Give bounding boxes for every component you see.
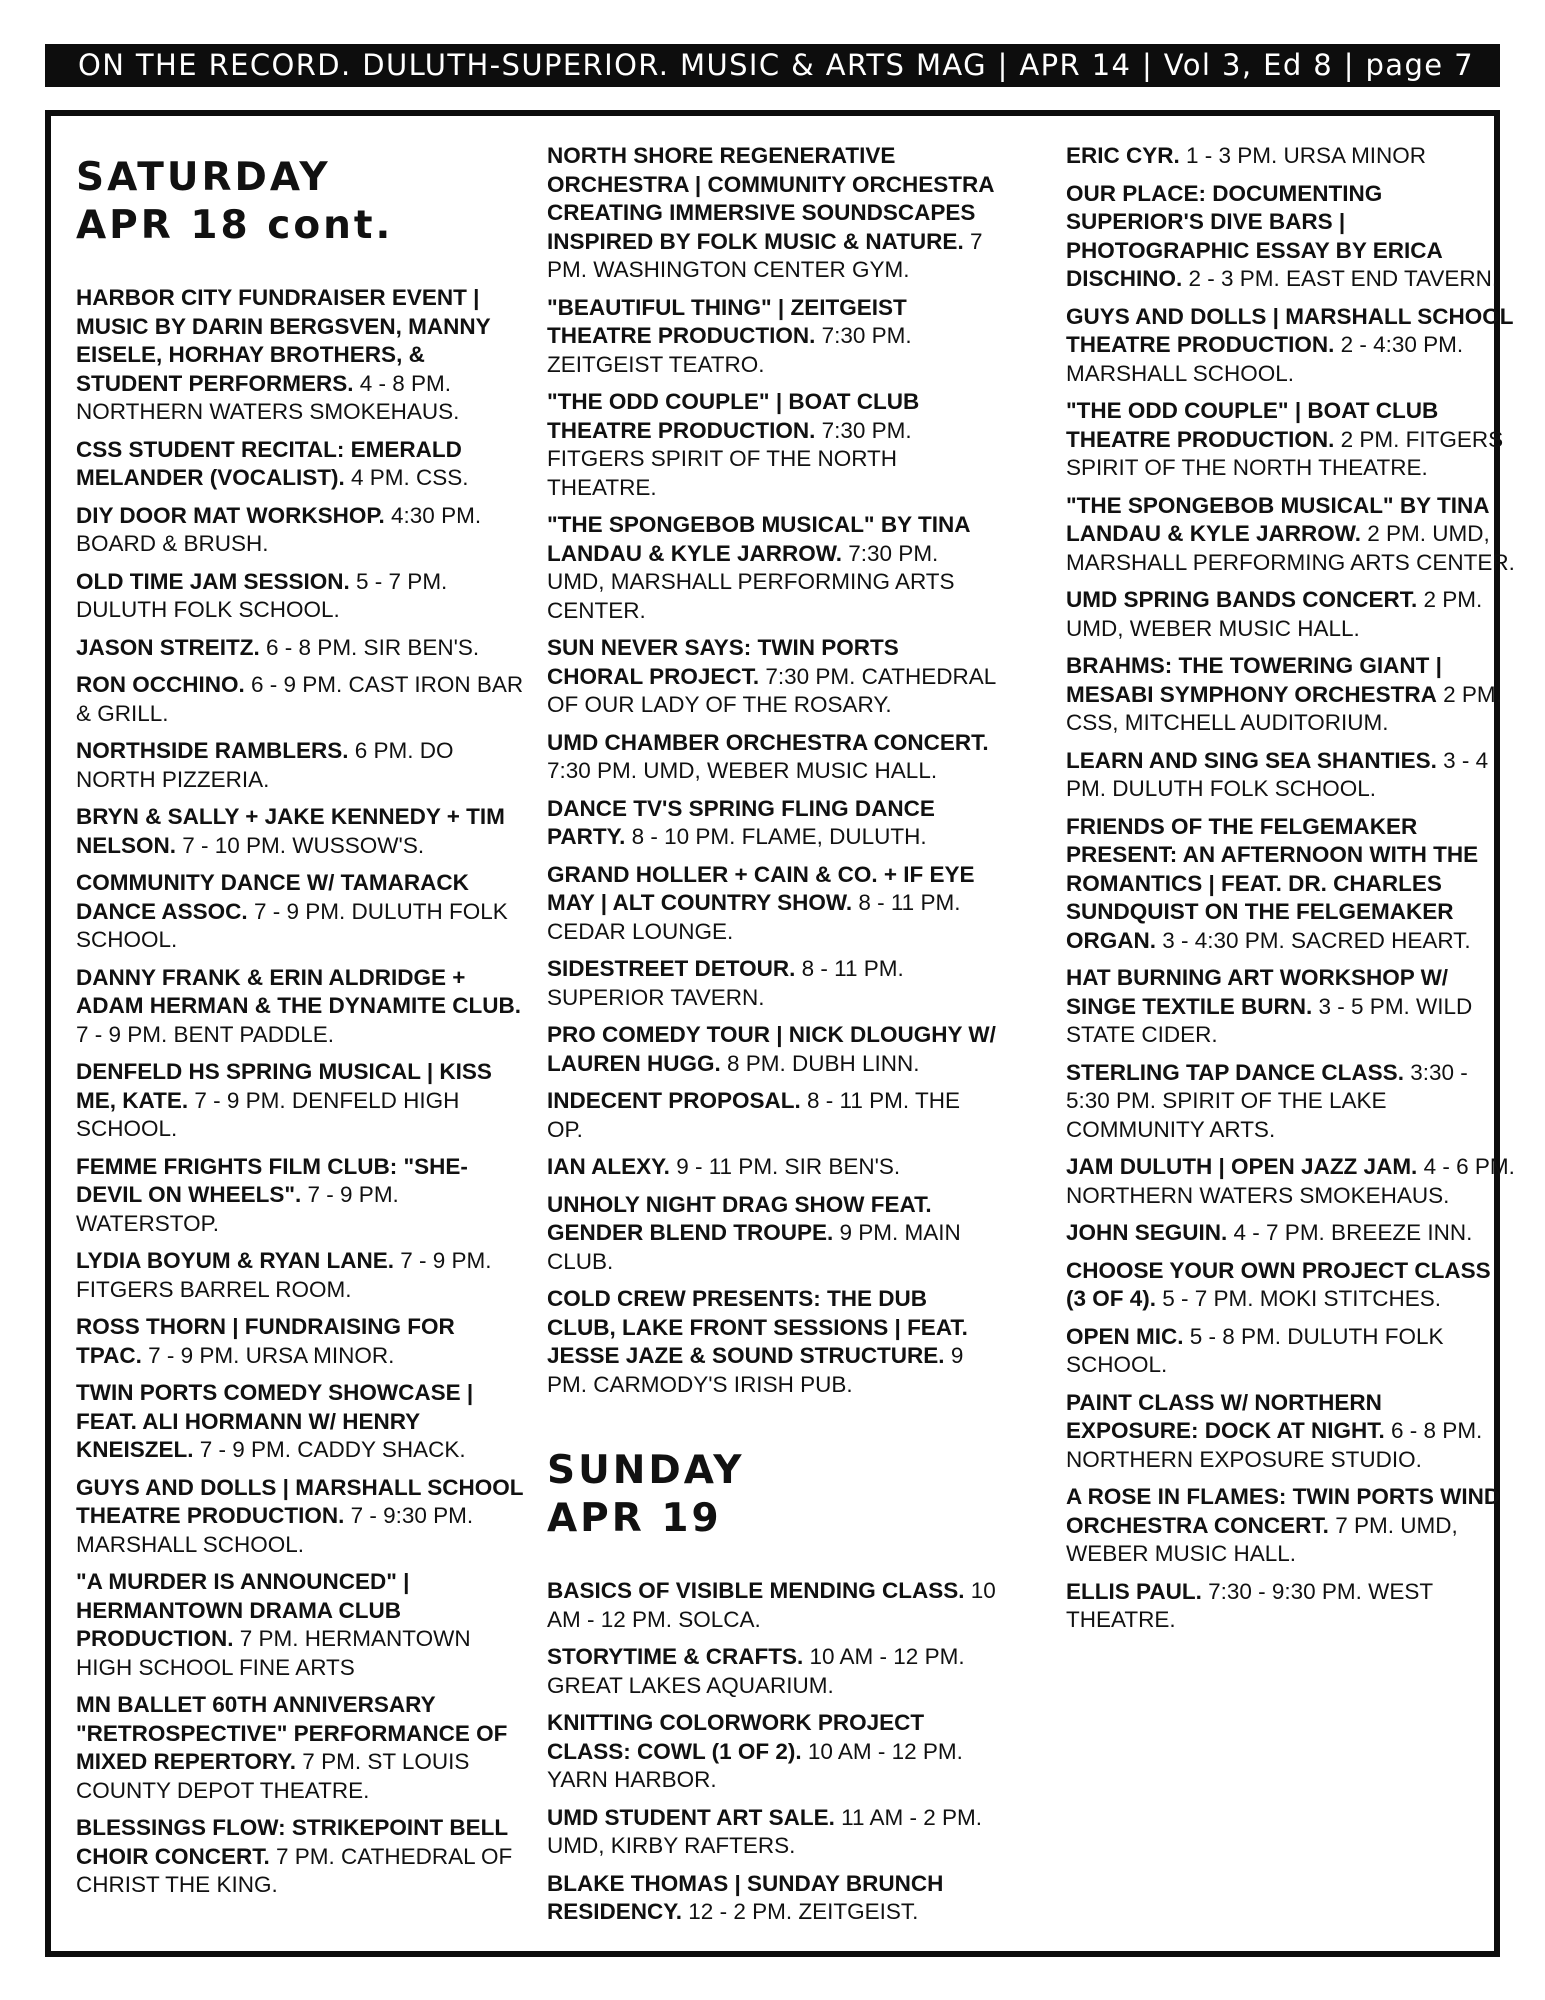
event-title: SUN NEVER SAYS: TWIN PORTS CHORAL PROJECT. xyxy=(547,635,899,689)
event-listing xyxy=(1066,1257,1516,1314)
event-text xyxy=(1066,492,1516,578)
event-text xyxy=(1066,813,1516,956)
event-title: LYDIA BOYUM & RYAN LANE. xyxy=(76,1248,394,1273)
event-text xyxy=(1066,303,1516,389)
event-text xyxy=(1066,1059,1516,1145)
event-listing xyxy=(76,1247,526,1304)
event-title: FEMME FRIGHTS FILM CLUB: "SHE-DEVIL ON WHEELS". xyxy=(76,1153,468,1207)
event-listing xyxy=(547,1577,997,1634)
page-header-bar xyxy=(45,44,1500,87)
event-listing xyxy=(547,955,997,1012)
event-text xyxy=(547,142,997,285)
event-details: 2 PM. UMD, WEBER MUSIC HALL. xyxy=(1066,587,1483,641)
event-title: LEARN AND SING SEA SHANTIES. xyxy=(1066,747,1437,773)
event-details: 6 PM. DO NORTH PIZZERIA. xyxy=(76,738,454,792)
event-listing xyxy=(547,1021,997,1078)
header-text: ON THE RECORD. DULUTH-SUPERIOR. MUSIC & ARTS MAG | APR 14 | Vol 3, Ed 8 | page 7 xyxy=(77,48,1474,82)
event-details: 3 - 4 PM. DULUTH FOLK SCHOOL. xyxy=(1066,747,1489,801)
event-listing xyxy=(547,1191,997,1277)
event-details: 9 - 11 PM. SIR BEN'S. xyxy=(669,1154,901,1179)
event-text xyxy=(76,436,526,493)
event-details: 8 PM. DUBH LINN. xyxy=(720,1050,920,1076)
event-text xyxy=(1066,1257,1516,1314)
event-text xyxy=(1066,180,1516,294)
event-text xyxy=(547,1153,997,1182)
event-text xyxy=(76,1474,526,1560)
event-details: 7:30 PM. CATHEDRAL OF OUR LADY OF THE ROSARY. xyxy=(547,663,996,717)
event-details: 8 - 10 PM. FLAME, DULUTH. xyxy=(625,824,927,849)
day-heading-sunday xyxy=(547,1447,997,1543)
event-text xyxy=(1066,586,1516,643)
event-listing xyxy=(76,568,526,625)
event-listing xyxy=(1066,142,1516,171)
event-list xyxy=(76,284,526,1900)
event-title: PAINT CLASS W/ NORTHERN EXPOSURE: DOCK AT NIGHT. xyxy=(1066,1389,1385,1443)
day-heading-line: SATURDAY xyxy=(76,155,331,200)
event-title: FRIENDS OF THE FELGEMAKER PRESENT: AN AFTERNOON WITH THE ROMANTICS | FEAT. DR. CHARLES SUNDQUIST ON THE FELGEMAKER ORGAN. xyxy=(1066,813,1479,953)
event-title: STERLING TAP DANCE CLASS. xyxy=(1066,1059,1404,1085)
event-details: 7 - 9 PM. URSA MINOR. xyxy=(141,1342,395,1368)
day-heading-line: APR 19 xyxy=(547,1496,722,1541)
event-details: 7 PM. WASHINGTON CENTER GYM. xyxy=(547,228,983,282)
event-text xyxy=(76,1814,526,1900)
event-text xyxy=(76,671,526,728)
event-details: 8 - 11 PM. THE OP. xyxy=(547,1088,960,1142)
event-listing xyxy=(547,388,997,502)
event-title: BLAKE THOMAS | SUNDAY BRUNCH RESIDENCY. xyxy=(547,1870,944,1924)
event-listing xyxy=(1066,1153,1516,1210)
event-text xyxy=(547,1191,997,1277)
event-details: 3 - 4:30 PM. SACRED HEART. xyxy=(1156,927,1471,953)
event-text xyxy=(76,284,526,427)
event-listing xyxy=(76,502,526,559)
event-details: 7 - 9 PM. FITGERS BARREL ROOM. xyxy=(76,1248,492,1302)
event-text xyxy=(547,634,997,720)
column-3 xyxy=(1066,142,1516,1644)
event-listing xyxy=(1066,1483,1516,1569)
event-listing xyxy=(547,634,997,720)
event-title: SIDESTREET DETOUR. xyxy=(547,956,796,981)
event-title: UMD CHAMBER ORCHESTRA CONCERT. xyxy=(547,729,989,755)
event-details: 7 PM. UMD, WEBER MUSIC HALL. xyxy=(1066,1512,1458,1566)
event-title: BRYN & SALLY + JAKE KENNEDY + TIM NELSON. xyxy=(76,804,505,858)
event-listing xyxy=(76,634,526,663)
event-list xyxy=(1066,142,1516,1635)
event-title: HAT BURNING ART WORKSHOP W/ SINGE TEXTILE BURN. xyxy=(1066,965,1449,1019)
event-title: BLESSINGS FLOW: STRIKEPOINT BELL CHOIR CONCERT. xyxy=(76,1815,508,1869)
event-title: "THE ODD COUPLE" | BOAT CLUB THEATRE PRODUCTION. xyxy=(1066,398,1439,452)
event-details: 3:30 - 5:30 PM. SPIRIT OF THE LAKE COMMUNITY ARTS. xyxy=(1066,1059,1468,1142)
event-listing xyxy=(547,1870,997,1927)
event-details: 8 - 11 PM. CEDAR LOUNGE. xyxy=(547,890,961,944)
event-listing xyxy=(1066,1389,1516,1475)
event-listing xyxy=(547,1285,997,1399)
event-text xyxy=(547,1087,997,1144)
event-details: 4 - 8 PM. NORTHERN WATERS SMOKEHAUS. xyxy=(76,370,460,424)
event-details: 7 PM. ST LOUIS COUNTY DEPOT THEATRE. xyxy=(76,1749,470,1803)
event-title: OPEN MIC. xyxy=(1066,1323,1184,1349)
event-text xyxy=(76,1153,526,1239)
event-title: ROSS THORN | FUNDRAISING FOR TPAC. xyxy=(76,1314,455,1368)
event-title: UMD SPRING BANDS CONCERT. xyxy=(1066,587,1418,612)
event-title: DANNY FRANK & ERIN ALDRIDGE + ADAM HERMAN & THE DYNAMITE CLUB. xyxy=(76,964,521,1018)
event-details: 7 - 10 PM. WUSSOW'S. xyxy=(176,832,425,858)
event-listing xyxy=(547,1153,997,1182)
event-details: 7 PM. HERMANTOWN HIGH SCHOOL FINE ARTS xyxy=(76,1626,471,1680)
event-text xyxy=(1066,1153,1516,1210)
event-details: 7 - 9:30 PM. MARSHALL SCHOOL. xyxy=(76,1503,474,1557)
event-title: "A MURDER IS ANNOUNCED" | HERMANTOWN DRAMA CLUB PRODUCTION. xyxy=(76,1569,410,1651)
event-title: CHOOSE YOUR OWN PROJECT CLASS (3 OF 4). xyxy=(1066,1257,1491,1311)
event-title: JOHN SEGUIN. xyxy=(1066,1220,1228,1245)
event-listing xyxy=(76,737,526,794)
event-details: 7:30 PM. UMD, MARSHALL PERFORMING ARTS CENTER. xyxy=(547,540,955,623)
event-text xyxy=(76,1691,526,1805)
day-heading-line: SUNDAY xyxy=(547,1448,745,1493)
event-title: KNITTING COLORWORK PROJECT CLASS: COWL (1 OF 2). xyxy=(547,1710,925,1764)
event-text xyxy=(76,1568,526,1682)
event-details: 2 PM. FITGERS SPIRIT OF THE NORTH THEATRE. xyxy=(1066,426,1504,480)
event-listing xyxy=(76,1379,526,1465)
event-title: OLD TIME JAM SESSION. xyxy=(76,568,350,594)
event-listing xyxy=(1066,1323,1516,1380)
event-text xyxy=(547,294,997,380)
event-title: OUR PLACE: DOCUMENTING SUPERIOR'S DIVE BARS | PHOTOGRAPHIC ESSAY BY ERICA DISCHINO. xyxy=(1066,180,1442,291)
event-title: IAN ALEXY. xyxy=(547,1154,670,1179)
event-listing xyxy=(1066,586,1516,643)
event-listing xyxy=(76,1474,526,1560)
event-title: ERIC CYR. xyxy=(1066,143,1180,168)
event-listing xyxy=(76,1814,526,1900)
event-title: ELLIS PAUL. xyxy=(1066,1578,1202,1604)
event-listing xyxy=(547,795,997,852)
event-details: 2 PM. UMD, MARSHALL PERFORMING ARTS CENTER. xyxy=(1066,521,1515,575)
event-listing xyxy=(1066,1578,1516,1635)
event-listing xyxy=(76,803,526,860)
event-text xyxy=(1066,1323,1516,1380)
event-details: 8 - 11 PM. SUPERIOR TAVERN. xyxy=(547,956,904,1010)
event-listing xyxy=(547,1804,997,1861)
event-title: DIY DOOR MAT WORKSHOP. xyxy=(76,502,385,528)
event-title: RON OCCHINO. xyxy=(76,672,245,697)
event-title: GRAND HOLLER + CAIN & CO. + IF EYE MAY | ALT COUNTRY SHOW. xyxy=(547,861,975,915)
event-details: 9 PM. CARMODY'S IRISH PUB. xyxy=(547,1343,964,1397)
event-text xyxy=(547,1804,997,1861)
event-details: 2 PM. CSS, MITCHELL AUDITORIUM. xyxy=(1066,681,1502,735)
event-details: 6 - 8 PM. NORTHERN EXPOSURE STUDIO. xyxy=(1066,1418,1483,1472)
event-details: 7 - 9 PM. DENFELD HIGH SCHOOL. xyxy=(76,1087,460,1141)
event-listing xyxy=(76,1568,526,1682)
event-title: "THE SPONGEBOB MUSICAL" BY TINA LANDAU & KYLE JARROW. xyxy=(547,512,970,566)
event-details: 11 AM - 2 PM. UMD, KIRBY RAFTERS. xyxy=(547,1804,983,1858)
event-text xyxy=(76,1379,526,1465)
event-listing xyxy=(1066,747,1516,804)
event-text xyxy=(1066,1219,1516,1248)
event-listing xyxy=(547,861,997,947)
event-details: 7 - 9 PM. DULUTH FOLK SCHOOL. xyxy=(76,898,508,952)
event-details: 9 PM. MAIN CLUB. xyxy=(547,1220,961,1274)
event-title: DANCE TV'S SPRING FLING DANCE PARTY. xyxy=(547,795,935,849)
event-details: 10 AM - 12 PM. YARN HARBOR. xyxy=(547,1738,963,1792)
event-text xyxy=(76,737,526,794)
event-details: 4 - 6 PM. NORTHERN WATERS SMOKEHAUS. xyxy=(1066,1154,1515,1208)
event-title: GUYS AND DOLLS | MARSHALL SCHOOL THEATRE PRODUCTION. xyxy=(1066,303,1514,357)
event-title: A ROSE IN FLAMES: TWIN PORTS WIND ORCHESTRA CONCERT. xyxy=(1066,1484,1501,1538)
event-title: CSS STUDENT RECITAL: EMERALD MELANDER (VOCALIST). xyxy=(76,436,462,490)
event-text xyxy=(547,795,997,852)
event-title: INDECENT PROPOSAL. xyxy=(547,1088,801,1113)
event-title: "THE ODD COUPLE" | BOAT CLUB THEATRE PRODUCTION. xyxy=(547,389,920,443)
event-title: UNHOLY NIGHT DRAG SHOW FEAT. GENDER BLEND TROUPE. xyxy=(547,1191,932,1245)
event-text xyxy=(1066,1578,1516,1635)
event-details: 5 - 7 PM. DULUTH FOLK SCHOOL. xyxy=(76,568,448,622)
event-title: MN BALLET 60TH ANNIVERSARY "RETROSPECTIVE" PERFORMANCE OF MIXED REPERTORY. xyxy=(76,1692,508,1774)
event-details: 2 - 4:30 PM. MARSHALL SCHOOL. xyxy=(1066,332,1464,386)
event-text xyxy=(76,964,526,1050)
event-details: 10 AM - 12 PM. GREAT LAKES AQUARIUM. xyxy=(547,1644,965,1698)
event-text xyxy=(1066,964,1516,1050)
event-listing xyxy=(547,511,997,625)
day-heading-saturday xyxy=(76,154,526,250)
event-listing xyxy=(547,142,997,285)
event-details: 7 - 9 PM. CADDY SHACK. xyxy=(193,1437,466,1462)
event-details: 4 - 7 PM. BREEZE INN. xyxy=(1227,1220,1473,1245)
event-title: PRO COMEDY TOUR | NICK DLOUGHY W/ LAUREN HUGG. xyxy=(547,1022,996,1076)
event-details: 4 PM. CSS. xyxy=(344,465,469,490)
event-details: 7 - 9 PM. BENT PADDLE. xyxy=(76,1021,334,1047)
event-details: 7:30 PM. FITGERS SPIRIT OF THE NORTH THEATRE. xyxy=(547,417,912,500)
event-listing xyxy=(1066,652,1516,738)
event-text xyxy=(547,955,997,1012)
event-text xyxy=(1066,142,1516,171)
event-text xyxy=(76,568,526,625)
event-text xyxy=(1066,397,1516,483)
event-title: COLD CREW PRESENTS: THE DUB CLUB, LAKE FRONT SESSIONS | FEAT. JESSE JAZE & SOUND STRUCTURE. xyxy=(547,1286,968,1368)
event-text xyxy=(1066,652,1516,738)
event-details: 7:30 - 9:30 PM. WEST THEATRE. xyxy=(1066,1578,1433,1632)
event-title: UMD STUDENT ART SALE. xyxy=(547,1804,835,1830)
event-text xyxy=(547,1870,997,1927)
event-listing xyxy=(76,964,526,1050)
event-details: 7:30 PM. ZEITGEIST TEATRO. xyxy=(547,323,912,377)
event-details: 4:30 PM. BOARD & BRUSH. xyxy=(76,502,482,556)
event-title: JASON STREITZ. xyxy=(76,634,260,660)
event-text xyxy=(547,1643,997,1700)
event-listing xyxy=(76,869,526,955)
event-text xyxy=(547,729,997,786)
event-title: "THE SPONGEBOB MUSICAL" BY TINA LANDAU & KYLE JARROW. xyxy=(1066,492,1489,546)
event-details: 7:30 PM. UMD, WEBER MUSIC HALL. xyxy=(547,758,938,783)
event-details: 6 - 8 PM. SIR BEN'S. xyxy=(259,634,480,660)
event-text xyxy=(76,1247,526,1304)
event-listing xyxy=(76,284,526,427)
event-listing xyxy=(547,1087,997,1144)
event-listing xyxy=(547,729,997,786)
event-title: JAM DULUTH | OPEN JAZZ JAM. xyxy=(1066,1154,1418,1179)
event-listing xyxy=(1066,397,1516,483)
event-details: 5 - 7 PM. MOKI STITCHES. xyxy=(1156,1286,1442,1311)
event-text xyxy=(547,1709,997,1795)
event-title: STORYTIME & CRAFTS. xyxy=(547,1644,804,1669)
event-listing xyxy=(1066,180,1516,294)
event-text xyxy=(1066,1483,1516,1569)
event-listing xyxy=(1066,303,1516,389)
event-listing xyxy=(1066,1219,1516,1248)
event-listing xyxy=(1066,813,1516,956)
event-listing xyxy=(547,1709,997,1795)
event-list xyxy=(547,142,997,1399)
event-text xyxy=(547,1577,997,1634)
event-listing xyxy=(76,1153,526,1239)
event-text xyxy=(547,861,997,947)
event-text xyxy=(547,511,997,625)
event-text xyxy=(1066,1389,1516,1475)
event-text xyxy=(547,388,997,502)
event-text xyxy=(76,803,526,860)
event-text xyxy=(76,502,526,559)
event-title: DENFELD HS SPRING MUSICAL | KISS ME, KATE. xyxy=(76,1059,492,1113)
event-listing xyxy=(76,1313,526,1370)
event-details: 7 - 9 PM. WATERSTOP. xyxy=(76,1182,399,1236)
event-listing xyxy=(1066,964,1516,1050)
event-details: 5 - 8 PM. DULUTH FOLK SCHOOL. xyxy=(1066,1323,1444,1377)
event-list xyxy=(547,1577,997,1927)
event-text xyxy=(1066,747,1516,804)
event-text xyxy=(547,1285,997,1399)
event-text xyxy=(547,1021,997,1078)
event-details: 6 - 9 PM. CAST IRON BAR & GRILL. xyxy=(76,672,524,726)
event-listing xyxy=(1066,492,1516,578)
event-title: NORTHSIDE RAMBLERS. xyxy=(76,738,349,763)
event-title: HARBOR CITY FUNDRAISER EVENT | MUSIC BY DARIN BERGSVEN, MANNY EISELE, HORHAY BROTHERS, & STUDENT PERFORMERS. xyxy=(76,285,491,396)
event-title: "BEAUTIFUL THING" | ZEITGEIST THEATRE PRODUCTION. xyxy=(547,294,907,348)
event-listing xyxy=(547,1643,997,1700)
event-details: 10 AM - 12 PM. SOLCA. xyxy=(547,1578,996,1632)
event-details: 12 - 2 PM. ZEITGEIST. xyxy=(682,1899,919,1924)
event-details: 3 - 5 PM. WILD STATE CIDER. xyxy=(1066,993,1473,1047)
event-title: NORTH SHORE REGENERATIVE ORCHESTRA | COMMUNITY ORCHESTRA CREATING IMMERSIVE SOUNDSCAPES INSPIRED BY FOLK MUSIC & NATURE. xyxy=(547,143,994,254)
event-title: COMMUNITY DANCE W/ TAMARACK DANCE ASSOC. xyxy=(76,870,469,924)
event-details: 1 - 3 PM. URSA MINOR xyxy=(1179,143,1427,168)
event-text xyxy=(76,634,526,663)
event-listing xyxy=(547,294,997,380)
event-listing xyxy=(76,436,526,493)
event-title: GUYS AND DOLLS | MARSHALL SCHOOL THEATRE PRODUCTION. xyxy=(76,1474,524,1528)
column-2 xyxy=(547,142,997,1936)
event-title: BRAHMS: THE TOWERING GIANT | MESABI SYMPHONY ORCHESTRA xyxy=(1066,653,1442,707)
event-listing xyxy=(76,671,526,728)
event-listing xyxy=(76,1691,526,1805)
event-text xyxy=(76,869,526,955)
day-heading-line: APR 18 cont. xyxy=(76,203,394,248)
event-listing xyxy=(1066,1059,1516,1145)
event-text xyxy=(76,1058,526,1144)
event-title: TWIN PORTS COMEDY SHOWCASE | FEAT. ALI HORMANN W/ HENRY KNEISZEL. xyxy=(76,1380,474,1462)
column-1 xyxy=(76,142,526,1909)
event-listing xyxy=(76,1058,526,1144)
event-details: 7 PM. CATHEDRAL OF CHRIST THE KING. xyxy=(76,1843,513,1897)
event-text xyxy=(76,1313,526,1370)
event-title: BASICS OF VISIBLE MENDING CLASS. xyxy=(547,1578,965,1603)
event-details: 2 - 3 PM. EAST END TAVERN. xyxy=(1182,266,1499,291)
